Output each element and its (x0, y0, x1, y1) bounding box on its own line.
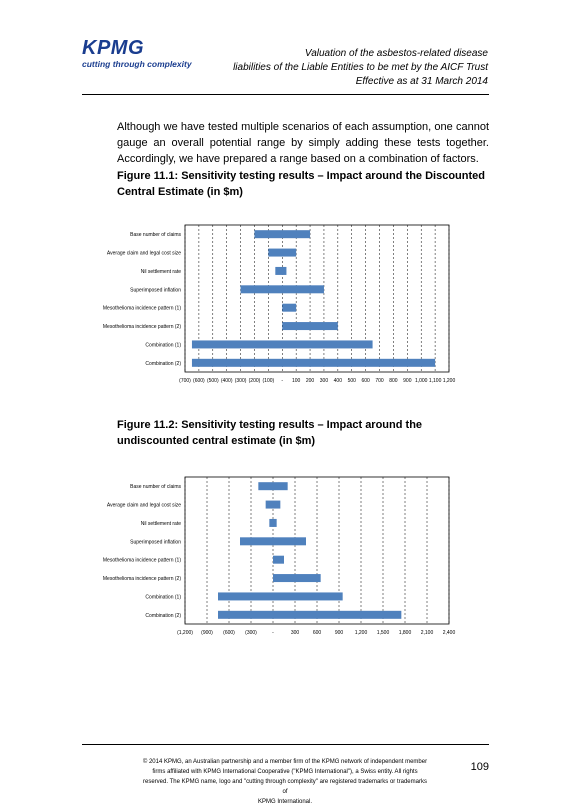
range-bar (282, 322, 338, 330)
header-divider (82, 94, 489, 95)
category-label: Mesothelioma incidence pattern (1) (102, 305, 181, 312)
x-tick-label: (100) (262, 378, 275, 384)
figure-1-title: Figure 11.1: Sensitivity testing results – Impact around the Discounted Central Estimate (in $m) (117, 170, 485, 198)
footer-divider (82, 744, 489, 745)
x-tick-label: 700 (375, 378, 384, 384)
category-label: Average claim and legal cost size (106, 250, 181, 257)
x-tick-label: 300 (319, 378, 329, 384)
range-bar (268, 249, 296, 257)
range-bar (273, 556, 284, 564)
title-line-2: liabilities of the Liable Entities to be met by the AICF Trust (233, 62, 488, 73)
x-tick-label: 400 (333, 378, 343, 384)
category-label: Combination (2) (145, 612, 181, 619)
x-tick-label: 1,500 (376, 630, 390, 636)
x-tick-label: (500) (206, 378, 219, 384)
logo-tagline: cutting through complexity (82, 59, 192, 69)
footer-copyright (140, 757, 430, 807)
x-tick-label: 600 (312, 630, 322, 636)
x-tick-label: 1,200 (354, 630, 368, 636)
range-bar (218, 592, 343, 600)
plot-area-1 (185, 225, 449, 372)
x-tick-label: (300) (245, 630, 257, 636)
figure-2-chart (82, 472, 492, 642)
x-tick-label: 2,400 (442, 630, 456, 636)
x-tick-label: (600) (193, 378, 205, 384)
range-bar (275, 267, 286, 275)
range-bar (192, 340, 373, 348)
footer-line-2: firms affiliated with KPMG International Cooperative ("KPMG International"), a Swiss entity. All rights (152, 769, 418, 775)
category-label: Nil settlement rate (140, 268, 181, 275)
title-line-1: Valuation of the asbestos-related disease (304, 48, 488, 59)
x-tick-label: (300) (234, 378, 247, 384)
range-bar (192, 359, 435, 367)
title-line-3: Effective as at 31 March 2014 (355, 76, 488, 87)
range-bar (269, 519, 276, 527)
category-label: Average claim and legal cost size (106, 502, 181, 509)
x-tick-label: (700) (179, 378, 191, 384)
category-label: Nil settlement rate (140, 520, 181, 527)
footer-line-4: KPMG International. (257, 799, 313, 805)
range-bar (258, 482, 287, 490)
x-tick-label: 900 (403, 378, 412, 384)
x-tick-label: 1,100 (428, 378, 442, 384)
category-label: Mesothelioma incidence pattern (2) (102, 576, 181, 583)
range-bar (241, 285, 324, 293)
category-label: Combination (2) (145, 360, 181, 367)
x-tick-label: - (281, 378, 284, 384)
category-label: Superimposed inflation (130, 539, 181, 546)
page-number: 109 (470, 761, 489, 773)
x-tick-label: (600) (223, 630, 235, 636)
logo-wordmark: KPMG (82, 37, 144, 59)
footer-line-3: reserved. The KPMG name, logo and "cutting through complexity" are registered trademarks or trademarks of (143, 779, 427, 795)
document-title (188, 47, 488, 89)
footer-line-1: © 2014 KPMG, an Australian partnership and a member firm of the KPMG network of independent member (142, 759, 428, 765)
category-label: Mesothelioma incidence pattern (1) (102, 557, 181, 564)
x-tick-label: (400) (220, 378, 233, 384)
range-bar (282, 304, 296, 312)
range-bar (240, 537, 306, 545)
figure-2-title: Figure 11.2: Sensitivity testing results – Impact around the undiscounted central estimate (in $m) (117, 419, 423, 447)
x-tick-label: 500 (347, 378, 356, 384)
category-label: Combination (1) (145, 594, 181, 601)
body-paragraph: Although we have tested multiple scenarios of each assumption, one cannot gauge an overall potential range by simply adding these tests together. Accordingly, we have prepared a range based on a combination of factors. (117, 121, 489, 165)
kpmg-logo (82, 38, 192, 69)
x-tick-label: 100 (291, 378, 301, 384)
x-tick-label: 2,100 (420, 630, 434, 636)
category-label: Base number of claims (130, 484, 181, 491)
x-tick-label: (900) (201, 630, 213, 636)
figure-2-svg (82, 472, 492, 642)
x-tick-label: 1,000 (414, 378, 428, 384)
category-label: Superimposed inflation (130, 287, 181, 294)
category-label: Base number of claims (130, 232, 181, 239)
x-tick-label: 1,800 (398, 630, 412, 636)
category-label: Mesothelioma incidence pattern (2) (102, 324, 181, 331)
range-bar (254, 230, 310, 238)
range-bar (218, 611, 401, 619)
x-tick-label: 200 (305, 378, 315, 384)
range-bar (266, 501, 281, 509)
range-bar (273, 574, 321, 582)
figure-1-svg (82, 220, 492, 390)
x-tick-label: (200) (248, 378, 261, 384)
x-tick-label: 1,200 (442, 378, 456, 384)
x-tick-label: 900 (334, 630, 344, 636)
x-tick-label: 600 (361, 378, 370, 384)
x-tick-label: (1,200) (177, 630, 193, 636)
x-tick-label: - (272, 630, 274, 636)
figure-1-chart (82, 220, 492, 390)
category-label: Combination (1) (145, 342, 181, 349)
x-tick-label: 800 (389, 378, 398, 384)
x-tick-label: 300 (290, 630, 300, 636)
